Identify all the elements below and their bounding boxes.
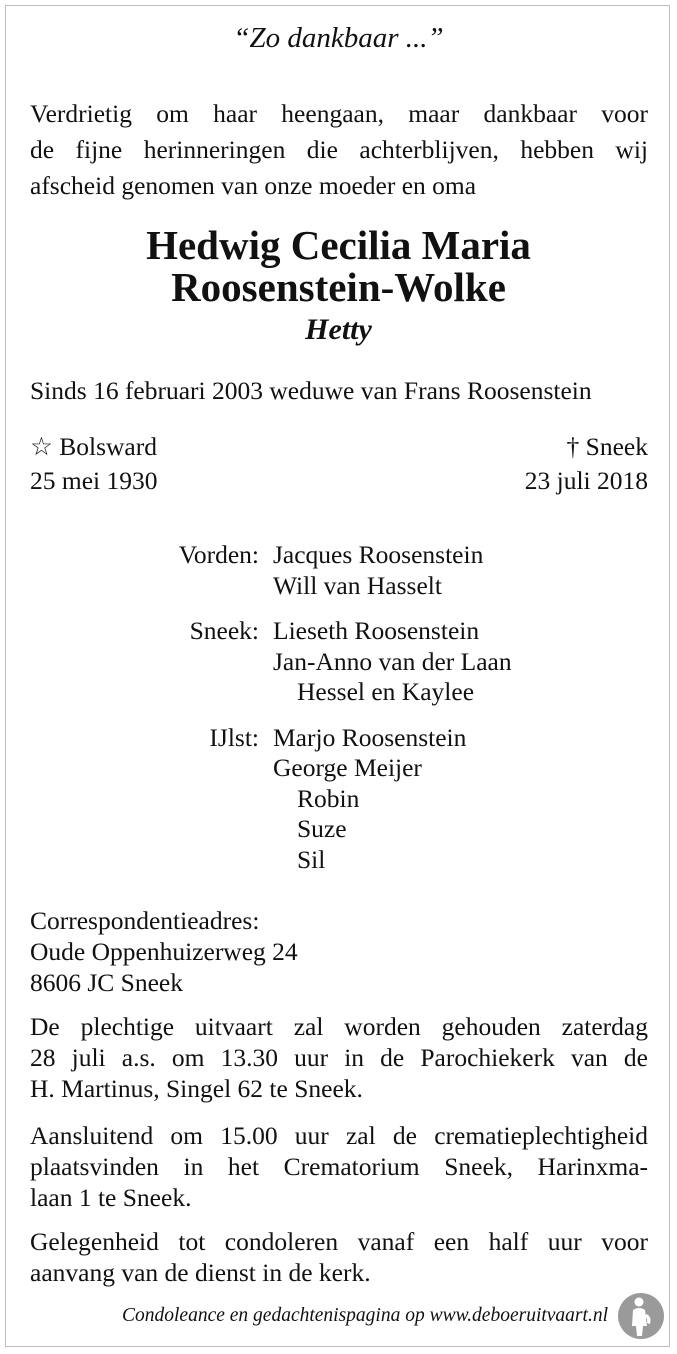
address-label: Correspondentieadres: xyxy=(30,906,260,935)
family-member-name: Marjo Roosenstein xyxy=(273,722,467,752)
family-place: Sneek: xyxy=(189,616,259,645)
name-line-1: Hedwig Cecilia Maria xyxy=(146,222,531,268)
intro-paragraph xyxy=(30,96,648,204)
family-group xyxy=(0,723,677,876)
family-member-name: George Meijer xyxy=(273,753,422,782)
condolence-line: aanvang van de dienst in de kerk. xyxy=(30,1258,371,1287)
family-member-name: Lieseth Roosenstein xyxy=(273,616,480,645)
family-place: Vorden: xyxy=(178,540,259,569)
name-line-2: Roosenstein-Wolke xyxy=(171,264,506,310)
service-line: H. Martinus, Singel 62 te Sneek. xyxy=(30,1074,363,1103)
family-member-name: Jan-Anno van der Laan xyxy=(273,646,512,676)
address-city: 8606 JC Sneek xyxy=(30,968,183,997)
service-line: 28 juli a.s. om 13.30 uur in de Parochiekerk van de xyxy=(30,1043,648,1072)
family-members xyxy=(273,723,677,876)
condolence-website-line: Condoleance en gedachtenispagina op www.deboeruitvaart.nl xyxy=(122,1305,608,1326)
death-info xyxy=(525,430,648,498)
grandchild-name: Hessel en Kaylee xyxy=(297,677,475,706)
intro-line: Verdrietig om haar heengaan, maar dankbaar voor xyxy=(30,99,648,128)
death-date: 23 juli 2018 xyxy=(524,466,648,495)
nickname: Hetty xyxy=(305,313,372,346)
family-list xyxy=(0,540,677,890)
cremation-line: plaatsvinden in het Crematorium Sneek, Harinxma- xyxy=(30,1152,648,1181)
cremation-line: laan 1 te Sneek. xyxy=(30,1183,192,1212)
correspondence-address xyxy=(30,905,298,998)
grandchild-name: Robin xyxy=(297,783,360,813)
family-group xyxy=(0,540,677,601)
family-member-name: Will van Hasselt xyxy=(273,570,442,600)
birth-info xyxy=(30,430,158,498)
grandchild-name: Sil xyxy=(297,844,326,874)
family-members xyxy=(273,616,677,708)
intro-line: afscheid genomen van onze moeder en oma xyxy=(30,171,477,200)
service-paragraph xyxy=(30,1011,648,1104)
address-street: Oude Oppenhuizerweg 24 xyxy=(30,937,298,966)
family-members xyxy=(273,540,677,601)
intro-line: de fijne herinneringen die achterblijven, hebben wij xyxy=(30,135,648,164)
death-place: † Sneek xyxy=(566,432,648,461)
cremation-line: Aansluitend om 15.00 uur zal de crematieplechtigheid xyxy=(30,1121,648,1150)
service-line: De plechtige uitvaart zal worden gehouden zaterdag xyxy=(30,1012,648,1041)
family-place: IJlst: xyxy=(209,722,259,752)
deceased-name xyxy=(0,224,677,308)
condolence-line: Gelegenheid tot condoleren vanaf een half uur voor xyxy=(30,1227,648,1256)
cremation-paragraph xyxy=(30,1120,648,1213)
grandchild-name: Suze xyxy=(297,814,347,843)
birth-place: ☆ Bolsward xyxy=(30,432,157,461)
widow-line: Sinds 16 februari 2003 weduwe van Frans Roosenstein xyxy=(30,376,592,405)
funeral-home-logo-icon xyxy=(617,1292,665,1340)
family-member-name: Jacques Roosenstein xyxy=(273,540,484,569)
family-group xyxy=(0,616,677,708)
condolence-paragraph xyxy=(30,1226,648,1288)
birth-date: 25 mei 1930 xyxy=(30,466,158,495)
opening-quote: “Zo dankbaar ...” xyxy=(233,22,444,54)
